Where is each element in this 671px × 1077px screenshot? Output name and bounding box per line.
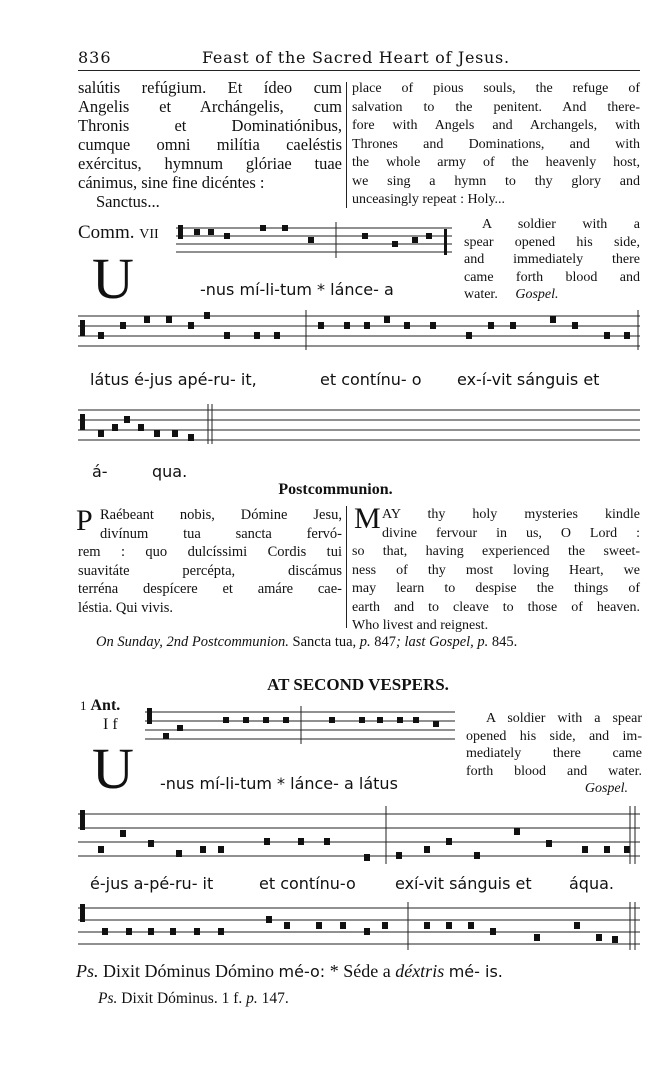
preface-latin-line: salútis refúgium. Et ídeo cum [78, 78, 342, 97]
psalm-ref-n: 147. [261, 990, 289, 1007]
preface-latin-line: Angelis et Archángelis, cum [78, 97, 342, 116]
sunday-note-n1: 847 [374, 634, 397, 650]
running-title: Feast of the Sacred Heart of Jesus. [202, 48, 510, 67]
psalm-text-b: mé-o: [278, 962, 326, 981]
vespers-translation [466, 710, 642, 798]
sunday-note [96, 634, 517, 651]
vespers-staff-2 [78, 806, 640, 870]
sunday-note-ref: Sancta tua, [292, 634, 357, 650]
page-header [78, 48, 638, 68]
vespers-source: Gospel. [584, 781, 628, 796]
postcommunion-latin-line: Raébeant nobis, Dómine Jesu, [100, 507, 342, 523]
communion-lyrics-3a: á- [92, 462, 108, 481]
communion-staff-3 [78, 404, 640, 452]
vespers-translation-line: A soldier with a spear [486, 711, 642, 726]
postcommunion-english-line: divine fervour in us, O Lord : [382, 525, 640, 541]
postcommunion-latin-line: divínum tua sancta fervó- [100, 525, 342, 542]
postcommunion-latin-line: suavitáte percépta, discámus [78, 562, 342, 579]
column-divider-2 [346, 506, 347, 628]
column-divider [346, 82, 347, 208]
preface-english [352, 80, 640, 210]
psalm-text-c: * Séde [329, 961, 379, 981]
vespers-lyrics-2b: et contínu-o [259, 874, 356, 893]
psalm-abbrev: Ps. [76, 961, 99, 981]
preface-latin [78, 78, 342, 211]
communion-lyrics-3b: qua. [152, 462, 188, 481]
communion-staff-1 [176, 222, 452, 262]
vespers-lyrics-2d: áqua. [569, 874, 614, 893]
communion-mode: VII [139, 227, 159, 242]
postcommunion-latin-initial: P [76, 504, 93, 537]
sunday-note-n2: 845. [491, 634, 518, 650]
vespers-translation-line: mediately there came [466, 746, 642, 761]
header-rule [78, 70, 640, 71]
communion-lyrics-2c: ex-í-vit sánguis et [457, 370, 600, 389]
psalm-text-a: Dixit Dóminus Dómino [103, 961, 275, 981]
postcommunion-latin-line: rem : quo dulcíssimi Cordis tui [78, 544, 342, 560]
preface-english-line: salvation to the penitent. And there- [352, 99, 640, 115]
communion-staff-2 [78, 310, 640, 358]
communion-source: Gospel. [515, 287, 559, 302]
psalm-ref-abbrev: Ps. [98, 990, 118, 1007]
preface-english-line: fore with Angels and Archangels, with [352, 118, 640, 133]
sunday-note-mid: ; last Gospel, p. [396, 634, 489, 650]
vespers-ant-number: 1 [80, 698, 87, 713]
communion-translation-line: spear opened his side, [464, 234, 640, 250]
postcommunion-english-line: earth and to cleave to those of heaven. [352, 599, 640, 615]
postcommunion-english-line: ness of thy most loving Heart, we [352, 562, 640, 578]
communion-translation-line: A soldier with a [482, 217, 640, 232]
postcommunion-title: Postcommunion. [278, 481, 393, 498]
psalm-ref-p: p. [246, 990, 258, 1007]
preface-english-line: the whole army of the heavenly host, [352, 155, 640, 170]
postcommunion-english-line: AY thy holy mysteries kindle [382, 507, 640, 522]
postcommunion-latin-line: terréna despícere et amáre cae- [78, 581, 342, 597]
communion-lyrics-2a: látus é-jus apé-ru- it, [90, 370, 257, 389]
postcommunion-latin [78, 506, 342, 617]
psalm-text-e: déxtris [395, 961, 445, 981]
vespers-title: AT SECOND VESPERS. [267, 675, 449, 694]
preface-english-line: we sing a hymn to thy glory and [352, 173, 640, 189]
preface-english-line: place of pious souls, the refuge of [352, 81, 640, 96]
vespers-mode: I f [103, 716, 118, 733]
vespers-lyrics-2c: exí-vit sánguis et [395, 874, 532, 893]
communion-translation [464, 216, 640, 304]
preface-english-line: Thrones and Dominations, and with [352, 136, 640, 152]
communion-label [78, 222, 159, 244]
preface-latin-line: Sanctus... [96, 192, 160, 211]
communion-translation-line: and immediately there [464, 252, 640, 267]
communion-translation-end: water. [464, 287, 498, 302]
postcommunion-english-line: Who livest and reignest. [352, 618, 489, 633]
sunday-note-prefix: On Sunday, 2nd Postcommunion. [96, 634, 289, 650]
postcommunion-english-initial: M [354, 502, 381, 535]
psalm-text-d: a [382, 961, 391, 981]
vespers-staff-1 [145, 706, 455, 750]
communion-translation-line: came forth blood and [464, 269, 640, 285]
vespers-staff-3 [78, 902, 640, 956]
vespers-lyrics-2a: é-jus a-pé-ru- it [90, 874, 214, 893]
communion-lyrics-1: -nus mí-li-tum * lánce- a [200, 280, 394, 299]
preface-latin-line: exércitus, hymnum glóriae tuae [78, 154, 342, 173]
vespers-ant-label [80, 697, 120, 715]
psalm-text-f: mé- is. [448, 962, 503, 981]
vespers-translation-line: opened his side, and im- [466, 728, 642, 744]
preface-english-line: unceasingly repeat : Holy... [352, 192, 506, 207]
postcommunion-english-line: so that, having experienced the sweet- [352, 544, 640, 559]
postcommunion-english [352, 502, 640, 636]
communion-translation-line [464, 286, 640, 304]
vespers-lyrics-1: -nus mí-li-tum * lánce- a látus [160, 774, 398, 793]
psalm-ref [98, 990, 289, 1008]
psalm-ref-text: Dixit Dóminus. 1 f. [121, 990, 243, 1007]
page-number: 836 [78, 48, 112, 67]
vespers-translation-line: forth blood and water. [466, 763, 642, 779]
vespers-initial: U [92, 736, 134, 801]
preface-latin-line: Thronis et Dominatiónibus, [78, 116, 342, 135]
postcommunion-latin-line: léstia. Qui vivis. [78, 599, 174, 616]
communion-initial: U [92, 246, 134, 311]
vespers-ant-text: Ant. [90, 697, 121, 714]
sunday-note-p: p. [359, 634, 371, 650]
preface-latin-line: cánimus, sine fine dicéntes : [78, 173, 265, 192]
communion-lyrics-2b: et contínu- o [320, 370, 422, 389]
preface-latin-line: cumque omni milítia caeléstis [78, 135, 342, 154]
communion-label-text: Comm. [78, 222, 135, 243]
psalm-line [76, 961, 503, 982]
postcommunion-english-line: may learn to despise the things of [352, 581, 640, 596]
